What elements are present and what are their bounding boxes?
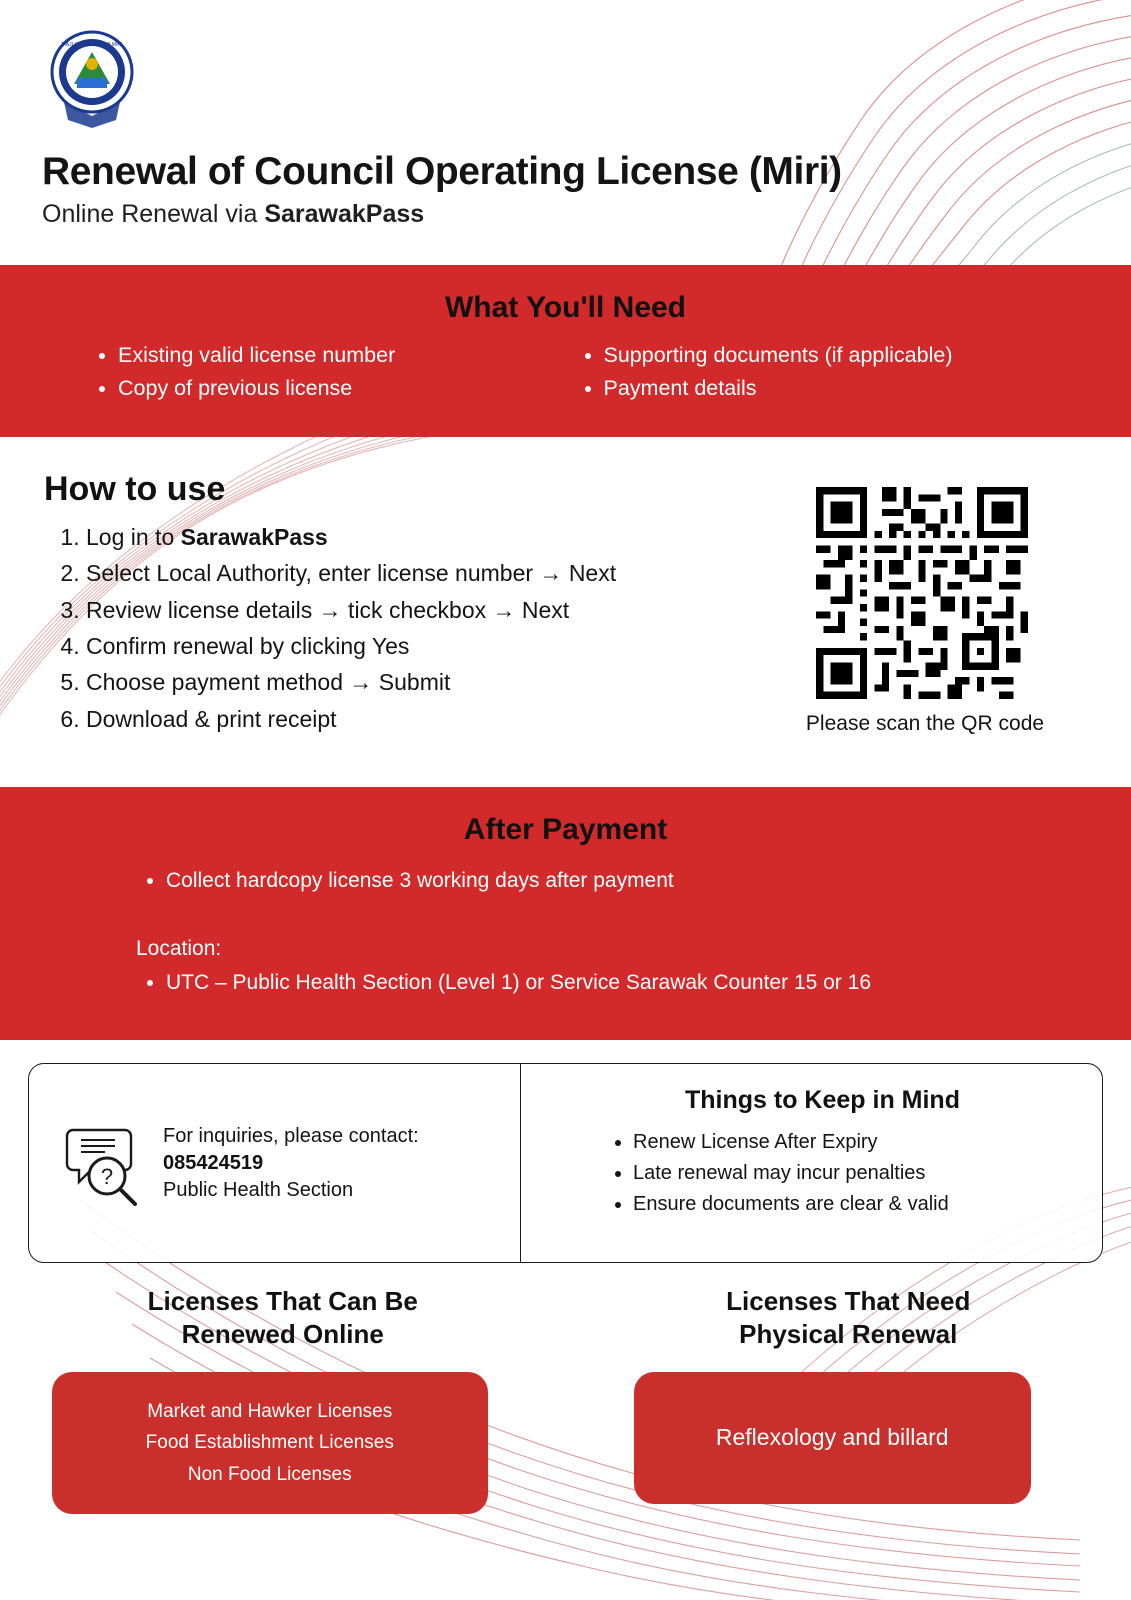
online-licenses-heading [30,1285,536,1350]
page-subtitle [42,200,1091,229]
list-item: • Existing valid license number [118,339,574,372]
list-item: • UTC – Public Health Section (Level 1) or Service Sarawak Counter 15 or 16 [166,967,1061,999]
contact-phone[interactable]: 085424519 [163,1151,264,1174]
what-you-need-columns [0,339,1131,406]
keep-in-mind-panel [521,1064,1102,1262]
license-columns [0,1285,1131,1514]
inquiry-magnifier-icon [65,1120,143,1206]
title-block [42,150,1091,229]
list-item: • Payment details [604,372,1060,405]
how-to-use-section [44,470,764,737]
list-item: • Late renewal may incur penalties [633,1158,1078,1189]
after-payment-heading: After Payment [463,813,668,846]
subtitle-prefix: Online Renewal via [42,199,265,228]
contact-text [163,1121,419,1206]
list-item: Reflexology and billard [715,1424,949,1451]
council-crest-logo [44,28,140,128]
page-title: Renewal of Council Operating License (Miri) [42,150,842,193]
list-item: Market and Hawker Licenses [147,1401,393,1422]
svg-text:MAJLIS BANDARAYA MIRI: MAJLIS BANDARAYA MIRI [61,42,123,48]
list-item: • Copy of previous license [118,372,574,405]
what-you-need-section [0,265,1131,437]
subtitle-brand: SarawakPass [264,199,425,228]
what-you-need-heading: What You'll Need [444,291,687,324]
info-box [28,1063,1103,1263]
heading-line-2: Physical Renewal [739,1318,958,1349]
svg-text:?: ? [100,1164,114,1189]
list-item: • Supporting documents (if applicable) [604,339,1060,372]
heading-line-1: Licenses That Need [726,1286,971,1316]
list-item: 3. Review license details → tick checkbox → Next [86,592,764,628]
decorative-swirl-top-right [671,0,1131,290]
qr-caption: Please scan the QR code [805,712,1045,735]
list-item: Non Food Licenses [187,1463,352,1485]
keep-in-mind-heading: Things to Keep in Mind [685,1086,960,1114]
contact-department: Public Health Section [163,1178,354,1201]
list-item: 5. Choose payment method → Submit [86,664,764,700]
physical-licenses-heading [596,1285,1102,1350]
list-item: 4. Confirm renewal by clicking Yes [86,628,764,664]
step-text: Log in to [86,524,181,550]
what-you-need-left-column [88,339,574,406]
list-item: 2. Select Local Authority, enter license number → Next [86,555,764,591]
list-item [86,519,764,555]
after-payment-body [0,847,1131,998]
list-item: • Renew License After Expiry [633,1127,1078,1158]
contact-line-1: For inquiries, please contact: [163,1124,419,1147]
what-you-need-right-column [574,339,1060,406]
list-item: Food Establishment Licenses [145,1432,394,1454]
heading-line-2: Renewed Online [181,1318,384,1349]
how-to-use-heading: How to use [44,470,226,508]
online-licenses-pill [52,1372,488,1514]
list-item: 6. Download & print receipt [86,701,764,737]
online-licenses-column [0,1285,566,1514]
qr-code[interactable] [816,487,1028,699]
list-item: • Collect hardcopy license 3 working days after payment [166,865,1061,897]
list-item: • Ensure documents are clear & valid [633,1189,1078,1220]
heading-line-1: Licenses That Can Be [147,1286,418,1316]
how-to-use-steps [44,519,764,737]
physical-licenses-pill [634,1372,1032,1504]
after-payment-section [0,787,1131,1040]
contact-panel [29,1064,521,1262]
physical-licenses-column [566,1285,1131,1514]
location-label: Location: [136,936,222,960]
step-bold: SarawakPass [180,524,328,550]
